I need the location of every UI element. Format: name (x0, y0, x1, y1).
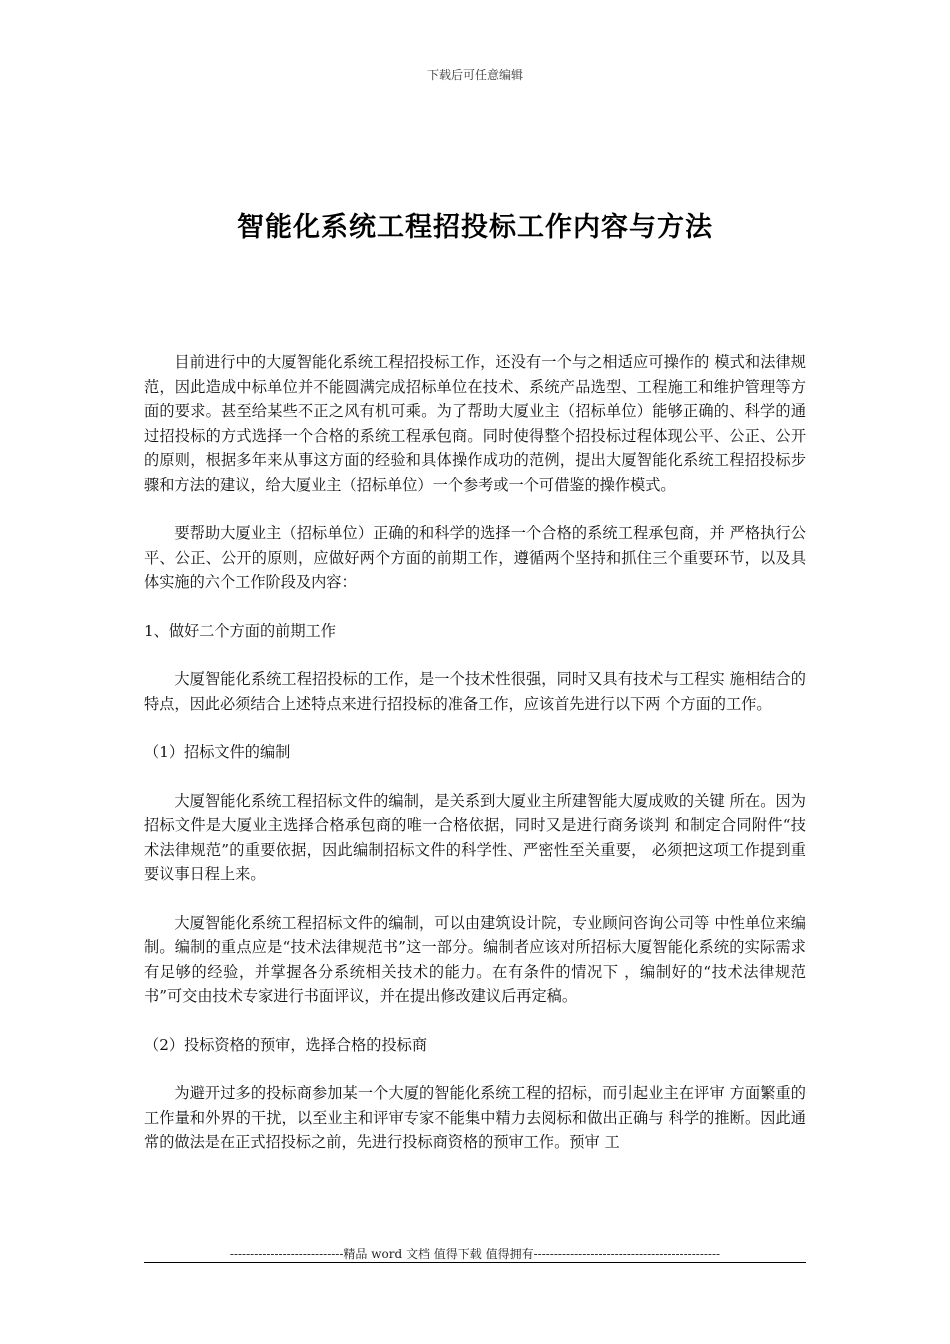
header-note: 下载后可任意编辑 (426, 68, 523, 82)
subsection-heading-1: （1）招标文件的编制 (144, 743, 291, 761)
paragraph-section-1: 大厦智能化系统工程招投标的工作，是一个技术性很强，同时又具有技术与工程实 施相结合的特点，因此必须结合上述特点来进行招投标的准备工作，应该首先进行以下两 个方面的工作。 (144, 670, 806, 713)
paragraph-prequalification: 为避开过多的投标商参加某一个大厦的智能化系统工程的招标，而引起业主在评审 方面繁重的工作量和外界的干扰，以至业主和评审专家不能集中精力去阅标和做出正确与 科学的推断。因此通常的做法是在正式招投标之前，先进行投标商资格的预审工作。预审 工 (144, 1084, 806, 1151)
footer-rule (144, 1262, 806, 1263)
paragraph-tender-docs-2: 大厦智能化系统工程招标文件的编制，可以由建筑设计院，专业顾问咨询公司等 中性单位来编制。编制的重点应是“技术法律规范书”这一部分。编制者应该对所招标大厦智能化系统的实际需求有足够的经验，并掌握各分系统相关技术的能力。在有条件的情况下 ，编制好的“技术法律规范书”可交由技术专家进行书面评议，并在提出修改建议后再定稿。 (144, 913, 806, 1005)
section-heading-1: 1、做好二个方面的前期工作 (144, 621, 336, 640)
paragraph-overview: 要帮助大厦业主（招标单位）正确的和科学的选择一个合格的系统工程承包商，并 严格执行公平、公正、公开的原则，应做好两个方面的前期工作，遵循两个坚持和抓住三个重要环节，以及具体实施的六个工作阶段及内容： (144, 524, 806, 591)
paragraph-intro: 目前进行中的大厦智能化系统工程招投标工作，还没有一个与之相适应可操作的 模式和法律规范，因此造成中标单位并不能圆满完成招标单位在技术、系统产品选型、工程施工和维护管理等方面的要求。甚至给某些不正之风有机可乘。为了帮助大厦业主（招标单位）能够正确的、科学的通过招投标的方式选择一个合格的系统工程承包商。同时使得整个招投标过程体现公平、公正、公开的原则，根据多年来从事这方面的经验和具体操作成功的范例，提出大厦智能化系统工程招投标步骤和方法的建议，给大厦业主（招标单位）一个参考或一个可借鉴的操作模式。 (144, 353, 806, 494)
document-body (144, 350, 806, 1179)
document-title: 智能化系统工程招投标工作内容与方法 (237, 212, 713, 243)
subsection-heading-2: （2）投标资格的预审，选择合格的投标商 (144, 1035, 428, 1054)
footer-text: ----------------------------精品 word 文档 值得下载 值得拥有---------------------------------------------- (229, 1247, 721, 1261)
paragraph-tender-docs-1: 大厦智能化系统工程招标文件的编制，是关系到大厦业主所建智能大厦成败的关键 所在。因为招标文件是大厦业主选择合格承包商的唯一合格依据，同时又是进行商务谈判 和制定合同附件“技术法律规范”的重要依据，因此编制招标文件的科学性、严密性至关重要， 必须把这项工作提到重要议事日程上来。 (144, 791, 806, 883)
